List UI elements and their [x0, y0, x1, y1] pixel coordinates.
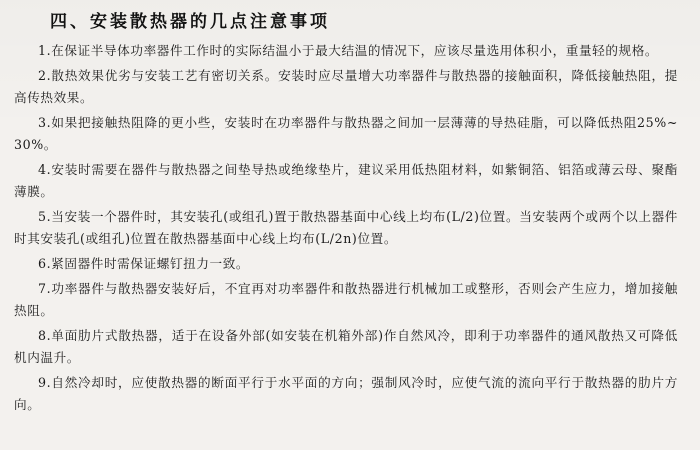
precaution-item-5: 5.当安装一个器件时，其安装孔(或组孔)置于散热器基面中心线上均布(L/2)位置。当安装两个或两个以上器件时其安装孔(或组孔)位置在散热器基面中心线上均布(L/2n)位置。 [14, 209, 678, 246]
precaution-item-8: 8.单面肋片式散热器，适于在设备外部(如安装在机箱外部)作自然风冷，即利于功率器件的通风散热又可降低机内温升。 [14, 328, 678, 365]
precaution-item-9: 9.自然冷却时，应使散热器的断面平行于水平面的方向；强制风冷时，应使气流的流向平行于散热器的肋片方向。 [14, 375, 678, 412]
precaution-item-2: 2.散热效果优劣与安装工艺有密切关系。安装时应尽量增大功率器件与散热器的接触面积，降低接触热阻，提高传热效果。 [14, 68, 678, 105]
precautions-list [14, 40, 678, 416]
section-title: 四、安装散热器的几点注意事项 [50, 12, 330, 32]
precaution-item-7: 7.功率器件与散热器安装好后，不宜再对功率器件和散热器进行机械加工或整形，否则会产生应力，增加接触热阻。 [14, 281, 678, 318]
precaution-item-3: 3.如果把接触热阻降的更小些，安装时在功率器件与散热器之间加一层薄薄的导热硅脂，可以降低热阻25%~30%。 [14, 115, 678, 152]
precaution-item-1: 1.在保证半导体功率器件工作时的实际结温小于最大结温的情况下，应该尽量选用体积小，重量轻的规格。 [38, 43, 659, 58]
precaution-item-4: 4.安装时需要在器件与散热器之间垫导热或绝缘垫片，建议采用低热阻材料，如紫铜箔、铝箔或薄云母、聚酯薄膜。 [14, 162, 678, 199]
precaution-item-6: 6.紧固器件时需保证螺钉扭力一致。 [38, 256, 250, 271]
